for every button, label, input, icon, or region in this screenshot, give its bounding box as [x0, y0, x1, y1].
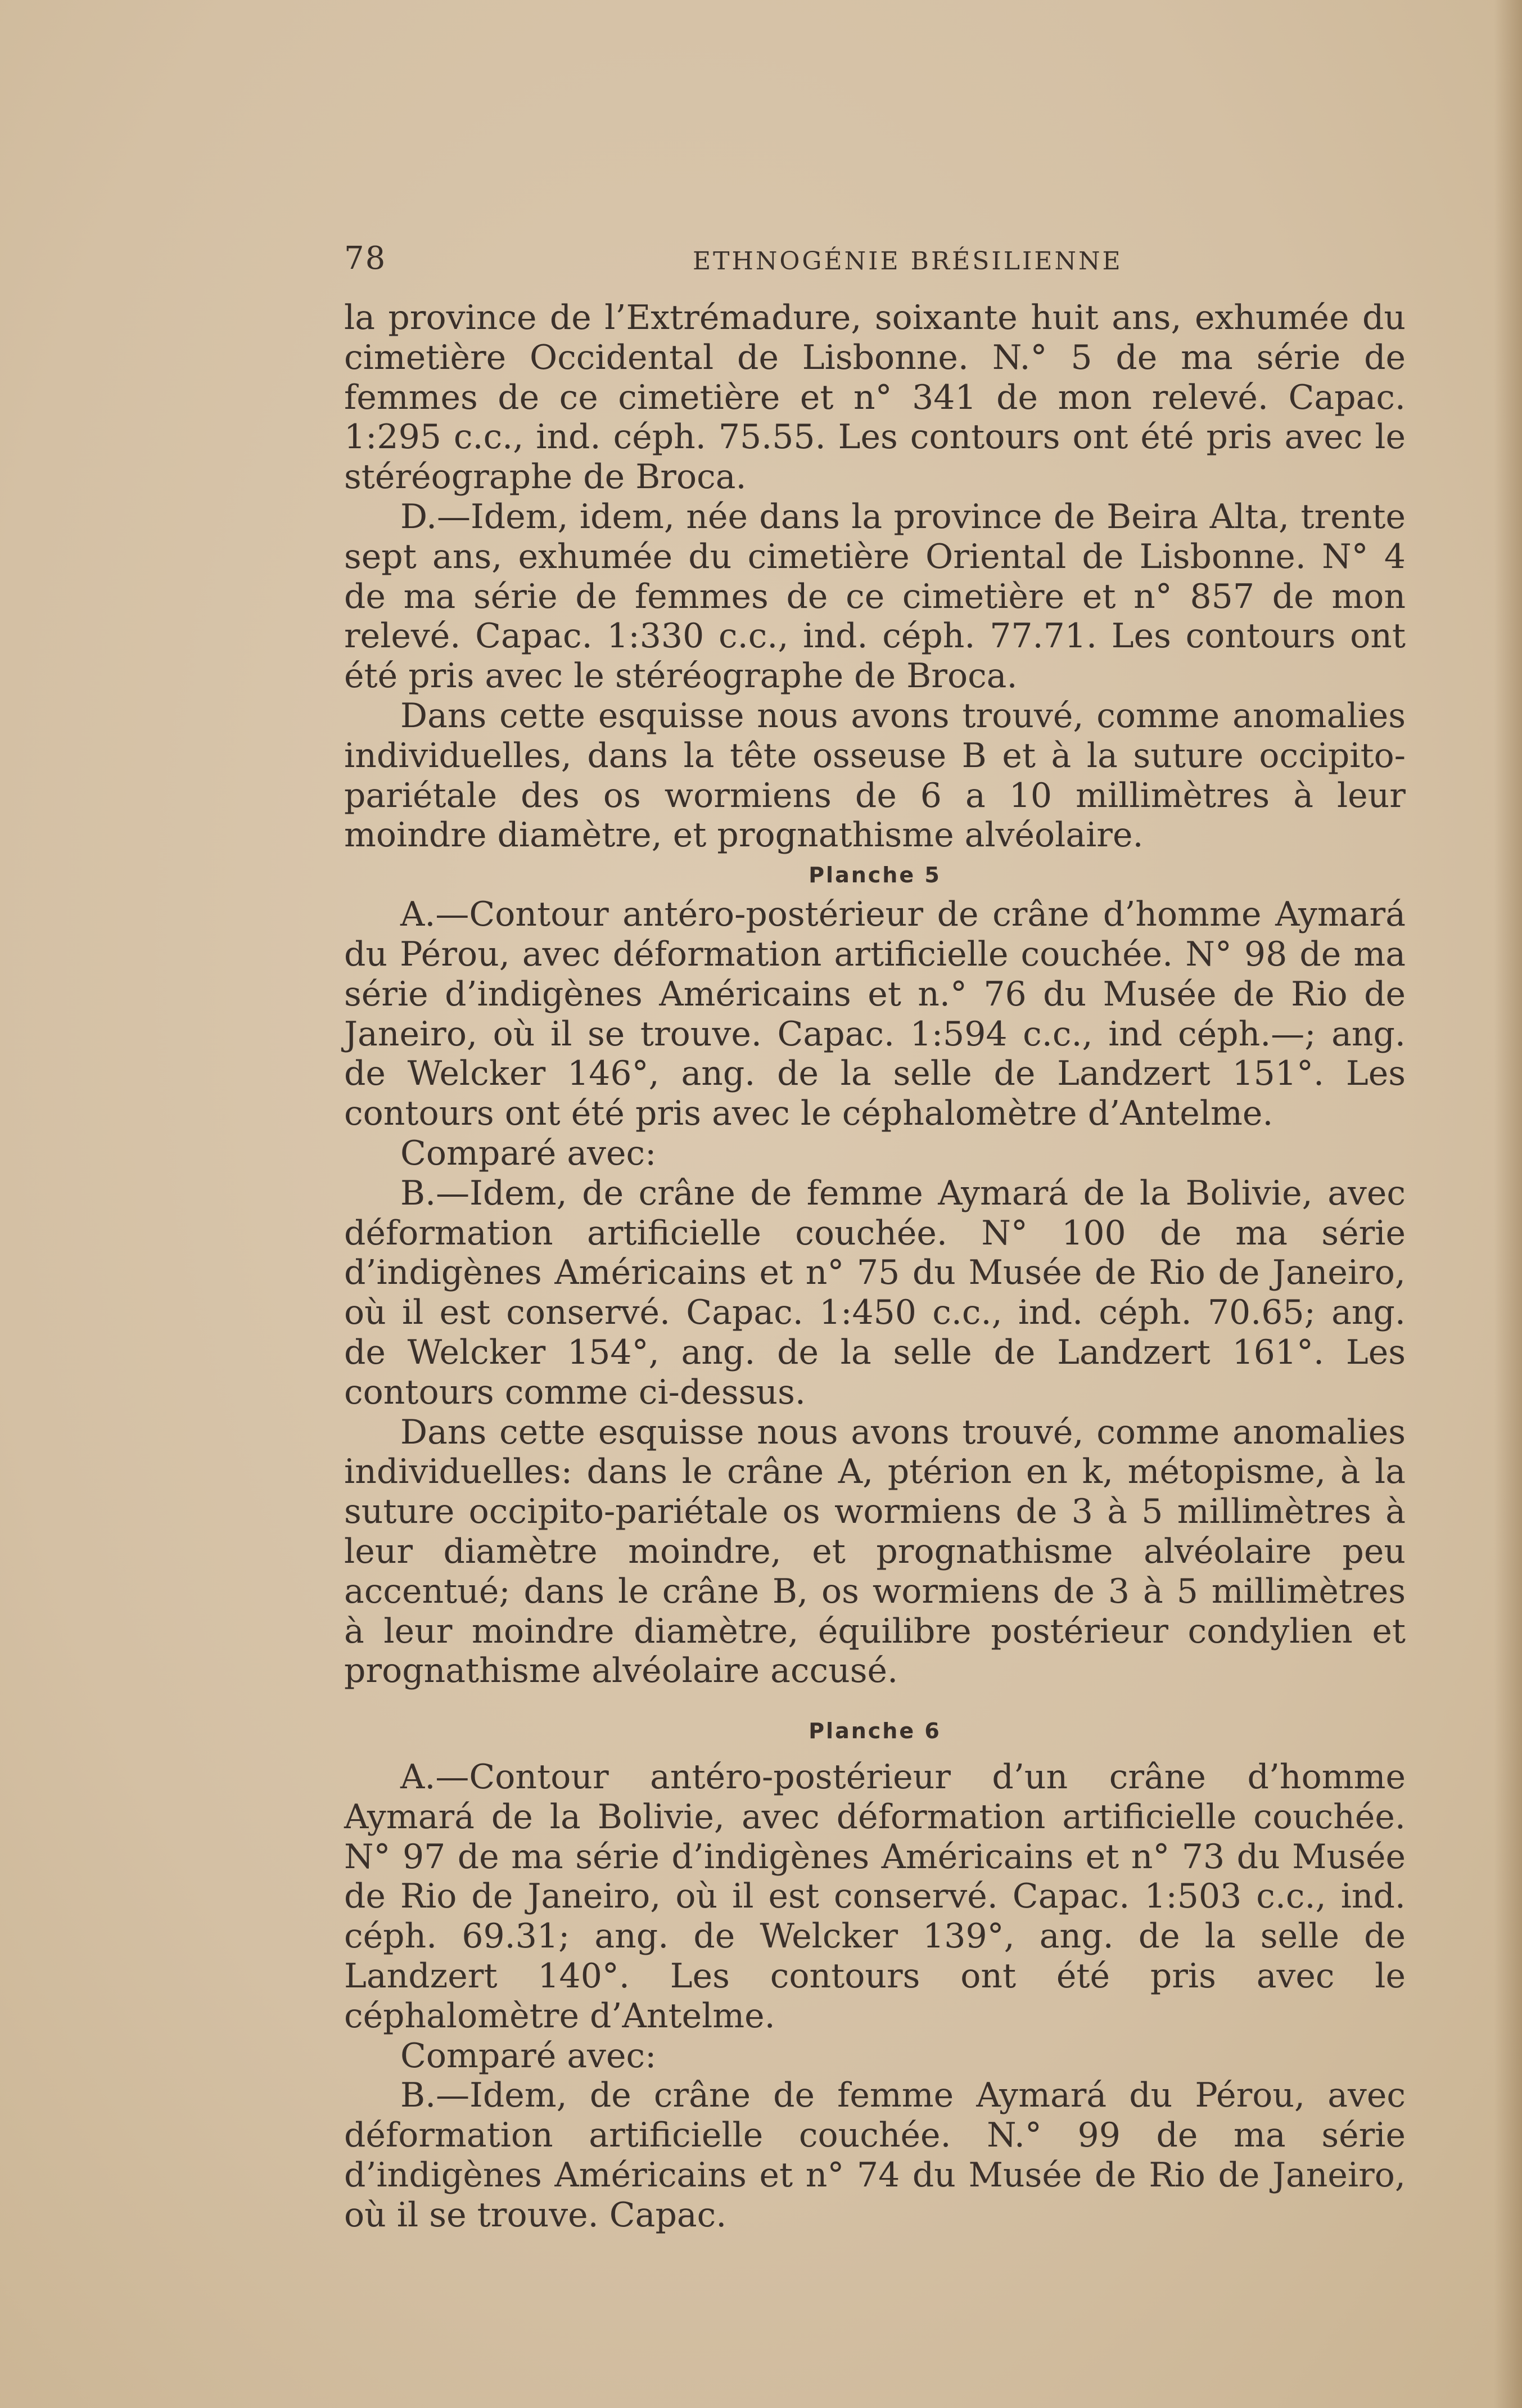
paragraph-compare-1: Comparé avec:: [400, 1133, 657, 1173]
paragraph-anomalies-2: Dans cette esquisse nous avons trouvé, comme anomalies individuelles: dans le crâne A, ptérion en k, métopisme, à la suture occipito-pariétale os wormiens de 3 à 5 millimètres à leur diamètre moindre, et prognathisme alvéolaire peu accentué; dans le crâne B, os wormiens de 3 à 5 millimètres à leur moindre diamètre, équilibre postérieur condylien et prognathisme alvéolaire accusé.: [344, 1412, 1406, 1691]
body-text: [344, 298, 1406, 2235]
paragraph-anomalies-1: Dans cette esquisse nous avons trouvé, comme anomalies individuelles, dans la tête osseuse B et à la suture occipito-pariétale des os wormiens de 6 a 10 millimètres à leur moindre diamètre, et prognathisme alvéolaire.: [344, 696, 1406, 855]
page-header: [344, 236, 1429, 281]
page-number: 78: [344, 240, 387, 277]
section-title-planche-6: Planche 6: [809, 1719, 941, 1744]
paragraph-planche5-b: B.—Idem, de crâne de femme Aymará de la Bolivie, avec déformation artificielle couchée. N° 100 de ma série d’indigènes Américains et n° 75 du Musée de Rio de Janeiro, où il est conservé. Capac. 1:450 c.c., ind. céph. 70.65; ang. de Welcker 154°, ang. de la selle de Landzert 161°. Les contours comme ci-dessus.: [344, 1173, 1406, 1412]
paragraph-specimen-d: D.—Idem, idem, née dans la province de Beira Alta, trente sept ans, exhumée du cimetière Oriental de Lisbonne. N° 4 de ma série de femmes de ce cimetière et n° 857 de mon relevé. Capac. 1:330 c.c., ind. céph. 77.71. Les contours ont été pris avec le stéréographe de Broca.: [344, 497, 1406, 696]
paragraph-compare-2: Comparé avec:: [400, 2036, 657, 2076]
paragraph-planche6-b: B.—Idem, de crâne de femme Aymará du Pérou, avec déformation artificielle couchée. N.° 99 de ma série d’indigènes Américains et n° 74 du Musée de Rio de Janeiro, où il se trouve. Capac.: [344, 2076, 1406, 2235]
paragraph-continuation: la province de l’Extrémadure, soixante huit ans, exhumée du cimetière Occidental de Lisbonne. N.° 5 de ma série de femmes de ce cimetière et n° 341 de mon relevé. Capac. 1:295 c.c., ind. céph. 75.55. Les contours ont été pris avec le stéréographe de Broca.: [344, 298, 1406, 497]
paragraph-planche5-a: A.—Contour antéro-postérieur de crâne d’homme Aymará du Pérou, avec déformation artificielle couchée. N° 98 de ma série d’indigènes Américains et n.° 76 du Musée de Rio de Janeiro, où il se trouve. Capac. 1:594 c.c., ind céph.—; ang. de Welcker 146°, ang. de la selle de Landzert 151°. Les contours ont été pris avec le céphalomètre d’Antelme.: [344, 895, 1406, 1134]
running-head: ETHNOGÉNIE BRÉSILIENNE: [693, 247, 1123, 276]
paragraph-planche6-a: A.—Contour antéro-postérieur d’un crâne d’homme Aymará de la Bolivie, avec déformation artificielle couchée. N° 97 de ma série d’indigènes Américains et n° 73 du Musée de Rio de Janeiro, où il est conservé. Capac. 1:503 c.c., ind. céph. 69.31; ang. de Welcker 139°, ang. de la selle de Landzert 140°. Les contours ont été pris avec le céphalomètre d’Antelme.: [344, 1757, 1406, 2036]
page-edge-shadow: [1494, 0, 1522, 2408]
section-title-planche-5: Planche 5: [809, 863, 941, 888]
